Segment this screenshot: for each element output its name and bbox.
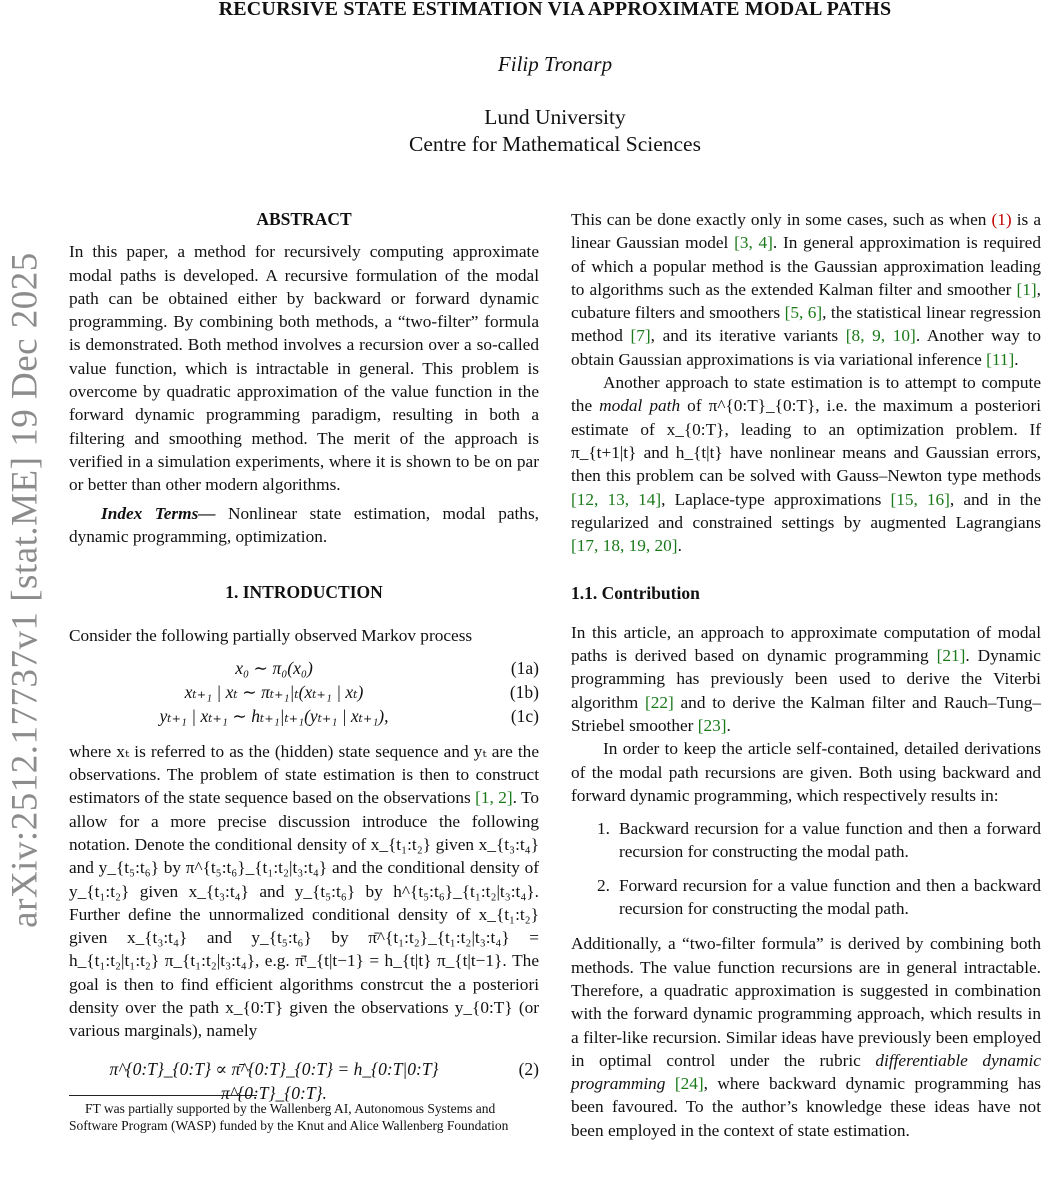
body-text: , cubature filters and smoothers [571, 279, 1041, 323]
citation-link[interactable]: [1] [1016, 279, 1037, 299]
body-text: of π^{0:T}_{0:T}, i.e. the maximum a posteriori estimate of x_{0:T}, leading to an optimization problem. If π_{t+1|t} and h_{t|t} have nonlinear means and Gaussian errors, then this problem can be solved with Gauss–Newton type methods [571, 396, 1042, 486]
body-text: . [726, 715, 731, 735]
paper-title: RECURSIVE STATE ESTIMATION VIA APPROXIMATE MODAL PATHS [218, 0, 892, 20]
intro-text-1: where xₜ is referred to as the (hidden) state sequence and yₜ are the observations. The problem of state estimation is then to construct estimators of the state sequence based on the observations [69, 741, 539, 808]
intro-lead: Consider the following partially observed Markov process [69, 626, 473, 646]
citation-link[interactable]: [8, 9, 10] [845, 326, 916, 346]
equation-1b-body: xₜ₊₁ | xₜ ∼ πₜ₊₁|ₜ(xₜ₊₁ | xₜ) [184, 681, 364, 702]
body-text: , where backward dynamic programming has been favoured. To the author’s knowledge these ideas have not been employed in the context of state estimation. [571, 1074, 1041, 1140]
emphasis-text: differentiable dynamic programming [571, 1050, 1041, 1094]
index-terms [69, 502, 539, 549]
right-column [571, 208, 1041, 1142]
citation-link[interactable]: [21] [936, 646, 966, 666]
abstract-text: In this paper, a method for recursively computing approximate modal paths is developed. A recursive formulation of the modal path can be obtained either by backward or forward dynamic programming. By combining both methods, a “two-filter” formula is demonstrated. Both method involves a recursion over a so-called value function, which is intractable in general. This problem is overcome by quadratic approximation of the value function in the forward dynamic programming paradigm, resulting in both a filtering and smoothing method. The merit of the approach is verified in a simulation experiments, where it is shown to be on par or better than other modern algorithms. [69, 242, 539, 495]
author-name: Filip Tronarp [497, 52, 613, 76]
body-text: Another approach to state estimation is to attempt to compute the [571, 373, 1041, 416]
list-item-number: 2. [597, 875, 610, 895]
citation-link[interactable]: [17, 18, 19, 20] [571, 536, 678, 556]
citation-link[interactable]: [24] [674, 1074, 704, 1094]
body-text: . Another way to obtain Gaussian approximations is via variational inference [571, 326, 1041, 369]
equation-1b [69, 680, 539, 704]
citation-link[interactable]: [7] [630, 326, 651, 346]
right-paragraph-2 [571, 371, 1041, 557]
equation-1c [69, 704, 539, 728]
affiliation-line-1: Lund University [484, 105, 626, 129]
left-column [69, 208, 539, 1134]
equation-2-body: π^{0:T}_{0:T} ∝ π̄^{0:T}_{0:T} = h_{0:T|0:T} π^{0:T}_{0:T}. [109, 1058, 439, 1103]
body-text: , Laplace-type approximations [661, 489, 891, 509]
list-item-text: Backward recursion for a value function and then a forward recursion for constructing the modal path. [619, 819, 1041, 862]
equation-1c-body: yₜ₊₁ | xₜ₊₁ ∼ hₜ₊₁|ₜ₊₁(yₜ₊₁ | xₜ₊₁), [159, 705, 389, 726]
body-text: . [1014, 349, 1019, 369]
body-text: , the statistical linear regression method [571, 303, 1041, 346]
citation-link[interactable]: [15, 16] [890, 489, 950, 509]
recursion-list [571, 817, 1041, 920]
list-item [571, 874, 1041, 921]
intro-heading: 1. INTRODUCTION [225, 582, 383, 603]
body-text: is a linear Gaussian model [571, 210, 1041, 253]
equation-2-number: (2) [518, 1058, 539, 1079]
right-paragraph-1 [571, 208, 1041, 371]
body-text: , and its iterative variants [650, 326, 846, 346]
body-text: . Dynamic programming has previously been used to derive the Viterbi algorithm [571, 646, 1041, 712]
body-text: In this article, an approach to approximate computation of modal paths is derived based on dynamic programming [571, 622, 1041, 666]
affiliation [0, 104, 1042, 158]
equation-1a-body: x₀ ∼ π₀(x₀) [235, 657, 313, 678]
citation-link[interactable]: [5, 6] [784, 303, 823, 323]
body-text: and to derive the Kalman filter and Rauch–Tung–Striebel smoother [571, 692, 1041, 735]
equation-ref-link[interactable]: (1) [991, 210, 1012, 229]
citation-link[interactable]: [3, 4] [734, 233, 773, 253]
equation-1a-number: (1a) [510, 657, 539, 678]
equation-1c-number: (1c) [510, 705, 539, 726]
arxiv-sidebar [2, 0, 48, 1200]
contribution-paragraph-3 [571, 932, 1041, 1142]
body-text: Additionally, a “two-filter formula” is derived by combining both methods. The value function recursions are in general intractable. Therefore, a quadratic approximation is suggested in combination with the forward dynamic programming approach, which results in a filter-like recursion. Similar ideas have previously been employed in optimal control under the rubric [571, 934, 1041, 1070]
citation-link[interactable]: [1, 2] [475, 788, 513, 808]
citation-link[interactable]: [23] [697, 715, 727, 735]
list-item-number: 1. [597, 819, 610, 839]
footnote: FT was partially supported by the Wallenberg AI, Autonomous Systems and Software Program (WASP) funded by the Knut and Alice Wallenberg Foundation [69, 1100, 509, 1133]
index-terms-text: Nonlinear state estimation, modal paths, dynamic programming, optimization. [69, 503, 539, 546]
index-terms-label: Index Terms— [101, 503, 216, 523]
contribution-paragraph [571, 621, 1041, 737]
body-text: , and in the regularized and constrained settings by augmented Lagrangians [571, 489, 1041, 532]
contribution-heading: 1.1. Contribution [571, 583, 700, 604]
emphasis-text: modal path [599, 396, 681, 416]
citation-link[interactable]: [11] [986, 349, 1015, 369]
list-item-text: Forward recursion for a value function and then a backward recursion for constructing the modal path. [619, 875, 1041, 919]
arxiv-identifier: arXiv:2512.17737v1 [stat.ME] 19 Dec 2025 [4, 252, 46, 928]
equation-1b-number: (1b) [509, 681, 539, 702]
body-text: . In general approximation is required of which a popular method is the Gaussian approximation leading to algorithms such as the extended Kalman filter and smoother [571, 233, 1041, 299]
citation-link[interactable]: [22] [644, 692, 674, 712]
body-text: This can be done exactly only in some cases, such as when [571, 210, 992, 229]
affiliation-line-2: Centre for Mathematical Sciences [409, 132, 701, 156]
contribution-paragraph-2: In order to keep the article self-contained, detailed derivations of the modal path recursions are given. Both using backward and forward dynamic programming, which respectively results in: [571, 739, 1041, 805]
abstract-heading: ABSTRACT [256, 209, 352, 229]
equation-1a [69, 656, 539, 680]
intro-text-2: . To allow for a more precise discussion introduce the following notation. Denote the conditional density of x_{t₁:t₂} given x_{t₃:t₄} and y_{t₅:t₆} by π^{t₅:t₆}_{t₁:t₂|t₃:t₄} and the conditional density of y_{t₁:t₂} given x_{t₃:t₄} and y_{t₅:t₆} by h^{t₅:t₆}_{t₁:t₂|t₃:t₄}. Further define the unnormalized conditional density of x_{t₁:t₂} given x_{t₃:t₄} and y_{t₅:t₆} by π̄^{t₁:t₂}_{t₁:t₂|t₃:t₄} = h_{t₁:t₂|t₁:t₂} π_{t₁:t₂|t₃:t₄}, e.g. π̄ᵗ_{t|t−1} = h_{t|t} π_{t|t−1}. The goal is then to find efficient algorithms constrcut the a posteriori density over the path x_{0:T} given the observations y_{0:T} (or various marginals), namely [69, 788, 539, 1041]
citation-link[interactable]: [12, 13, 14] [571, 489, 662, 509]
list-item [571, 817, 1041, 864]
body-text: . [677, 536, 682, 556]
body-text [665, 1074, 674, 1093]
intro-paragraph [69, 740, 539, 1043]
equation-2 [69, 1057, 539, 1103]
